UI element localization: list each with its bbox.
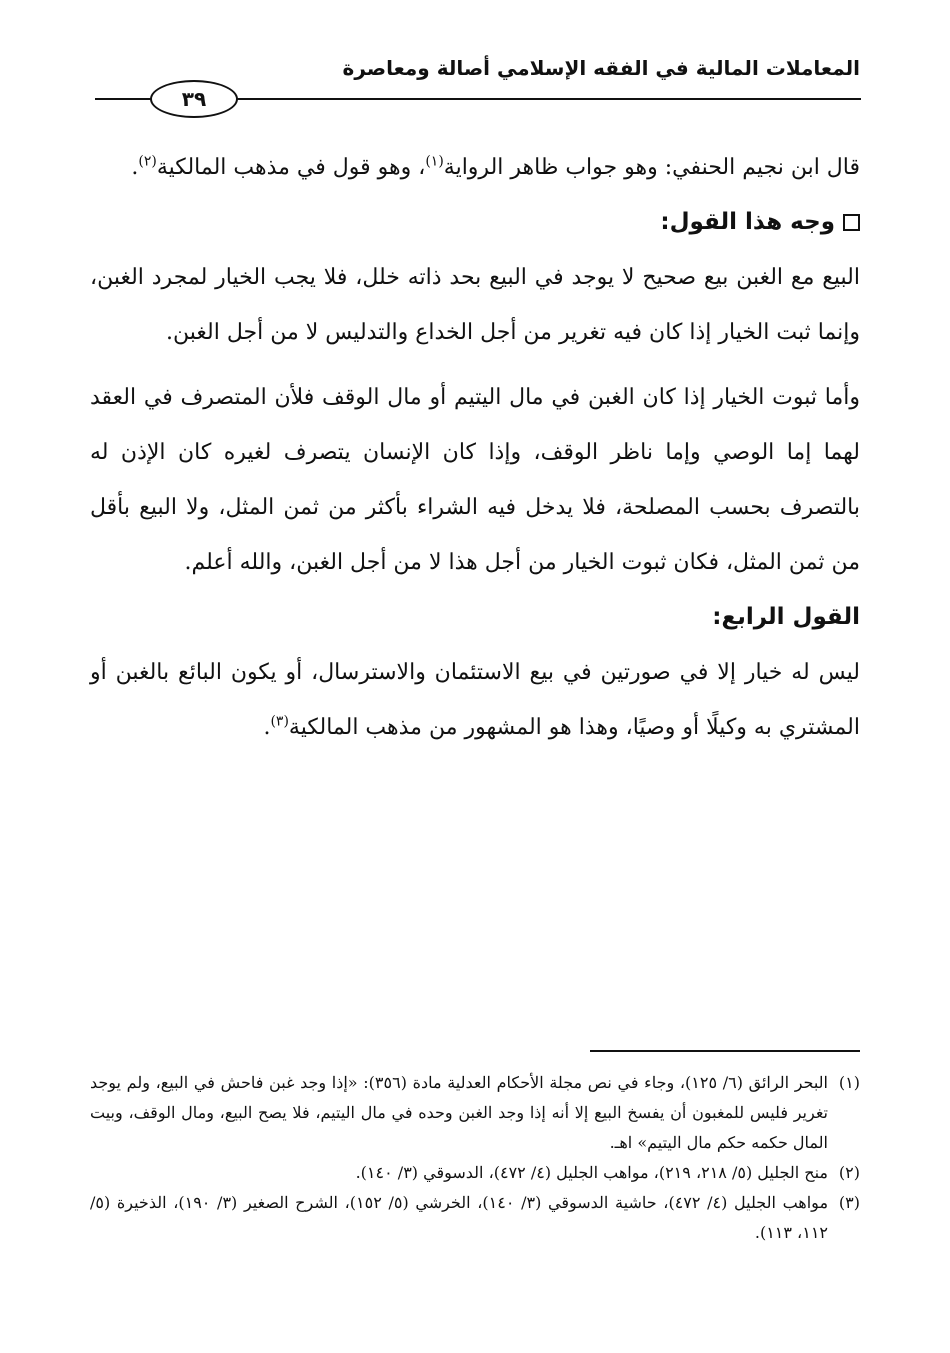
section-heading-1 <box>90 195 860 250</box>
square-bullet-icon <box>843 214 860 231</box>
main-text <box>90 140 860 755</box>
paragraph-1-end: . <box>131 155 139 180</box>
section-heading-2: القول الرابع: <box>712 604 860 630</box>
paragraph-1-text: قال ابن نجيم الحنفي: وهو جواب ظاهر الرواية <box>443 155 860 180</box>
paragraph-4-text: ليس له خيار إلا في صورتين في بيع الاستئمان والاسترسال، أو يكون البائع بالغبن أو المشتري به وكيلًا أو وصيًا، وهذا هو المشهور من مذهب المالكية <box>90 660 860 740</box>
footnote-separator <box>590 1050 860 1052</box>
footnote-2 <box>90 1158 860 1188</box>
footnote-3 <box>90 1188 860 1248</box>
footnote-ref-2: (٢) <box>138 153 157 170</box>
paragraph-4-end: . <box>263 715 271 740</box>
footnotes <box>90 1068 860 1248</box>
paragraph-1-continuation: ، وهو قول في مذهب المالكية <box>156 155 426 180</box>
footnote-1-text: البحر الرائق (٦/ ١٢٥)، وجاء في نص مجلة الأحكام العدلية مادة (٣٥٦): «إذا وجد غبن فاحش في البيع، ولم يوجد تغرير فليس للمغبون أن يفسخ البيع إلا أنه إذا وجد الغبن وحده في مال اليتيم، فلا يصح البيع، ومال الوقف، وبيت المال حكمه حكم مال اليتيم» اهـ. <box>90 1073 829 1152</box>
paragraph-3: وأما ثبوت الخيار إذا كان الغبن في مال اليتيم أو مال الوقف فلأن المتصرف في العقد لهما إما الوصي وإما ناظر الوقف، وإذا كان الإنسان يتصرف لغيره كان الإذن له بالتصرف بحسب المصلحة، فلا يدخل فيه الشراء بأكثر من ثمن المثل، ولا البيع بأقل من ثمن المثل، فكان ثبوت الخيار من أجل هذا لا من أجل الغبن، والله أعلم. <box>90 385 860 575</box>
footnote-1-number: (١) <box>838 1073 860 1092</box>
footnote-1 <box>90 1068 860 1158</box>
running-head-title: المعاملات المالية في الفقه الإسلامي أصالة ومعاصرة <box>342 56 860 80</box>
paragraph-4 <box>90 645 860 755</box>
footnote-3-number: (٣) <box>838 1193 860 1212</box>
footnote-2-number: (٢) <box>838 1163 860 1182</box>
footnote-3-text: مواهب الجليل (٤/ ٤٧٢)، حاشية الدسوقي (٣/ ١٤٠)، الخرشي (٥/ ١٥٢)، الشرح الصغير (٣/ ١٩٠)، الذخيرة (٥/ ١١٢، ١١٣). <box>90 1193 829 1242</box>
footnote-ref-1: (١) <box>425 153 444 170</box>
paragraph-2: البيع مع الغبن بيع صحيح لا يوجد في البيع بحد ذاته خلل، فلا يجب الخيار لمجرد الغبن، وإنما ثبت الخيار إذا كان فيه تغرير من أجل الخداع والتدليس لا من أجل الغبن. <box>90 265 860 345</box>
footnote-ref-3: (٣) <box>270 713 289 730</box>
paragraph-1 <box>90 140 860 195</box>
footnote-2-text: منح الجليل (٥/ ٢١٨، ٢١٩)، مواهب الجليل (٤/ ٤٧٢)، الدسوقي (٣/ ١٤٠). <box>355 1163 828 1182</box>
section-heading-1-text: وجه هذا القول: <box>660 209 835 235</box>
page-number-badge: ٣٩ <box>150 80 238 118</box>
